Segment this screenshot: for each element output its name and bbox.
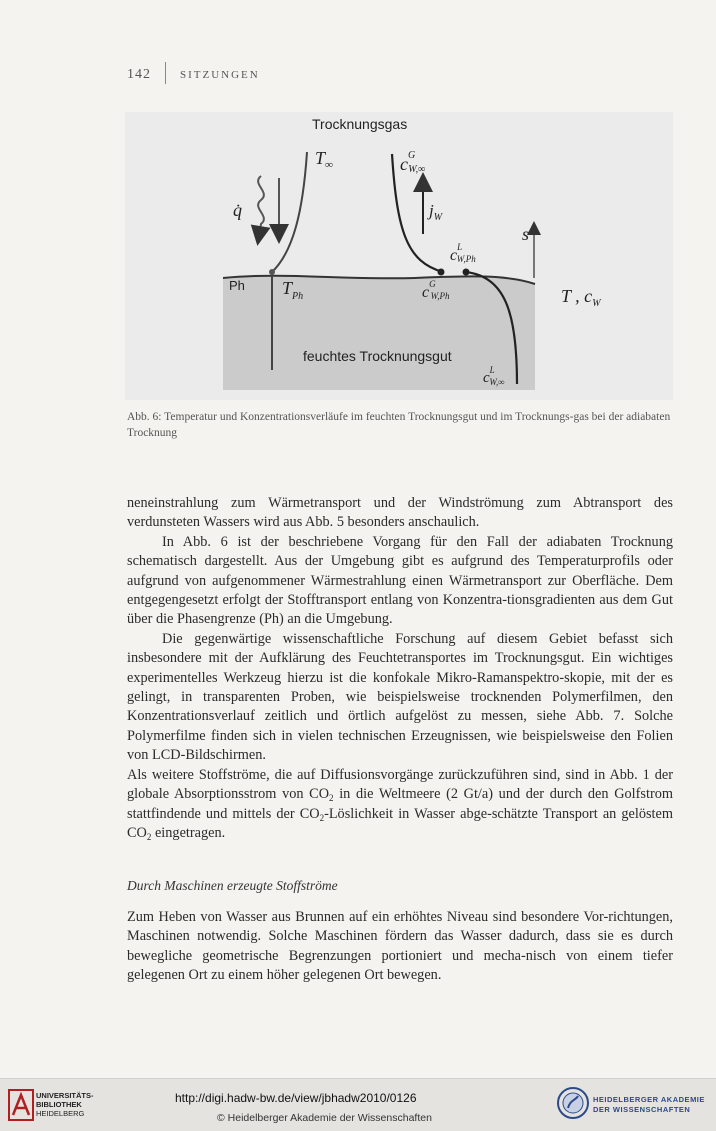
academy-logo-icon[interactable] [556,1086,590,1120]
c-ph-l-label: $c^L$ W,Ph [450,242,476,264]
paragraph-2: In Abb. 6 ist der beschriebene Vorgang für den Fall der adiabaten Trocknung schematisch dargestellt. Aus der Umgebung gibt es aufgrund des Temperaturprofils oder aufgrund von aufgenommener Wärmestrahlung einen Wärmetransport zur Oberfläche. Dem entgegengesetzt erfolgt der Stofftransport entlang von Konzentra-tionsgradienten aus dem Gut über die Phasengrenze (Ph) an die Umgebung. [127,533,673,628]
header-divider [165,62,166,84]
paragraph-3: Die gegenwärtige wissenschaftliche Forschung auf diesem Gebiet befasst sich insbesondere mit der Aufklärung des Feuchtetransportes im Trocknungsgut. Ein wichtiges experimentelles Werkzeug hierzu ist die konfokale Mikro-Ramanspektro-skopie, mit der es gelingt, in transparenten Proben, wie beispielsweise trocknenden Polymerfilmen, den Konzentrationsverlauf zeitlich und örtlich aufgelöst zu messen, siehe Abb. 7. Solche Polymerfilme finden sich in vielen technischen Erzeugnissen, wie beispielsweise den Folien von LCD-Bildschirmen. [127,630,673,764]
paragraph-1: neneinstrahlung zum Wärmetransport und der Windströmung zum Abtransport des verdunsteten Wassers wird aus Abb. 5 besonders anschaulich. [127,495,673,531]
body-text-block-2 [127,908,673,986]
section-title: SITZUNGEN [180,69,260,81]
paragraph-4: Als weitere Stoffströme, die auf Diffusionsvorgänge zurückzuführen sind, sind in Abb. 1 der globale Absorptionsstrom von $CO_2$ in die Weltmeere (2 Gt/a) und der durch den Golfstrom stattfindende und mittels der $CO_2$-Löslichkeit in Wasser abge-schätzte Transport an gelöstem $CO_2$ eingetragen. [127,766,673,842]
q-dot-label: q̇ [233,200,242,220]
t-infinity-label: $T_\infty$ [315,148,333,171]
subheading: Durch Maschinen erzeugte Stoffströme [127,878,338,893]
c-gas-infinity-label: $c^G$ W,∞ [400,150,426,175]
page-number: 142 [127,67,151,82]
good-label: feuchtes Trocknungsgut [303,348,452,364]
s-axis-label: s [522,224,530,244]
body-text-block-1 [127,494,673,843]
j-w-label: $j_W$ [429,201,443,223]
figure-caption: Abb. 6: Temperatur und Konzentrationsverläufe im feuchten Trocknungsgut und im Trocknungs-gas bei der adiabaten Trocknung [127,411,671,439]
paragraph-5: Zum Heben von Wasser aus Brunnen auf ein erhöhtes Niveau sind besondere Vor-richtungen, Maschinen notwendig. Solche Maschinen fördern das Wasser dadurch, dass sie es durch bewegliche geometrische Begrenzungen portioniert und mecha-nisch von einem tiefer gelegenen Ort zu einem höher gelegenen Ort bewegen. [127,909,673,984]
c-liquid-infinity-label: $c^L$ W,∞ [483,365,505,387]
t-cw-axis-label: T , $c_W$ [561,286,601,309]
t-ph-point [269,269,275,275]
copyright-text: © Heidelberger Akademie der Wissenschaften [217,1112,432,1124]
running-header [127,62,260,84]
c-ph-g-point [438,269,445,276]
figure-diagram [125,112,673,400]
document-url-link[interactable]: http://digi.hadw-bw.de/view/jbhadw2010/0126 [175,1091,417,1105]
c-ph-g-label: $c^G$ W,Ph [422,279,450,301]
t-ph-label: $T_{Ph}$ [282,278,304,302]
footer-bar [0,1078,716,1131]
academy-name: HEIDELBERGER AKADEMIE DER WISSENSCHAFTEN [593,1095,705,1114]
ph-label: Ph [229,278,245,293]
fig-title: Trocknungsgas [312,116,408,132]
library-logo-icon[interactable] [8,1089,34,1121]
library-name: UNIVERSITÄTS- BIBLIOTHEK HEIDELBERG [36,1091,94,1118]
